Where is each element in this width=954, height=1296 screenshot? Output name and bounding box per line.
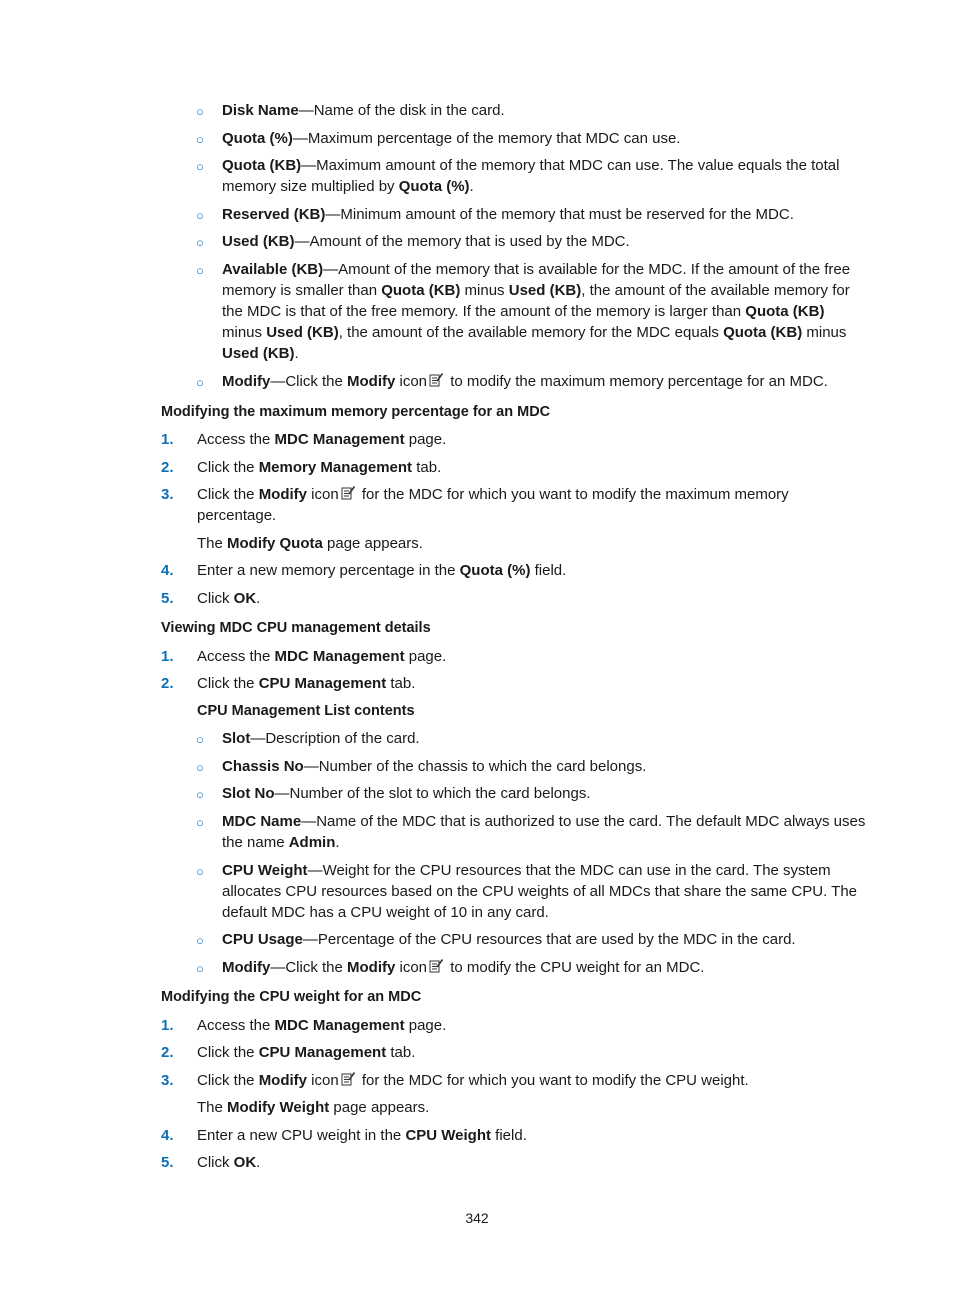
- step-number: 5.: [161, 1154, 174, 1171]
- list-item: Modify—Click the Modify icon to modify the CPU weight for an MDC.: [222, 959, 705, 976]
- step-text: Click OK.: [197, 1154, 261, 1171]
- step-number: 3.: [161, 486, 174, 503]
- step-text: Enter a new CPU weight in the CPU Weight field.: [197, 1127, 527, 1144]
- list-bullet: ○: [196, 787, 204, 802]
- section-heading: Viewing MDC CPU management details: [161, 620, 431, 636]
- step-text: Click the Memory Management tab.: [197, 459, 442, 476]
- modify-icon[interactable]: [429, 372, 444, 388]
- list-item: Chassis No—Number of the chassis to which the card belongs.: [222, 758, 647, 775]
- list-item: CPU Usage—Percentage of the CPU resources that are used by the MDC in the card.: [222, 931, 796, 948]
- step-text: Access the MDC Management page.: [197, 648, 447, 665]
- list-item: Reserved (KB)—Minimum amount of the memory that must be reserved for the MDC.: [222, 206, 794, 223]
- list-item: Disk Name—Name of the disk in the card.: [222, 102, 505, 119]
- step-number: 2.: [161, 459, 174, 476]
- list-item: Quota (KB)—Maximum amount of the memory that MDC can use. The value equals the total memory size multiplied by Quota (%).: [222, 157, 840, 195]
- step-number: 4.: [161, 1127, 174, 1144]
- step-number: 2.: [161, 675, 174, 692]
- step-text: Access the MDC Management page.: [197, 431, 447, 448]
- modify-icon[interactable]: [341, 485, 356, 501]
- list-item: Used (KB)—Amount of the memory that is used by the MDC.: [222, 233, 630, 250]
- list-bullet: ○: [196, 815, 204, 830]
- list-item: Slot No—Number of the slot to which the card belongs.: [222, 785, 591, 802]
- list-title: CPU Management List contents: [197, 703, 415, 719]
- list-bullet: ○: [196, 159, 204, 174]
- list-bullet: ○: [196, 104, 204, 119]
- step-text: Enter a new memory percentage in the Quota (%) field.: [197, 562, 567, 579]
- list-item: CPU Weight—Weight for the CPU resources that the MDC can use in the card. The system allocates CPU resources based on the CPU weights of all MDCs that share the same CPU. The default MDC has a CPU weight of 10 in any card.: [222, 862, 858, 921]
- step-note: The Modify Quota page appears.: [197, 535, 423, 552]
- list-bullet: ○: [196, 208, 204, 223]
- modify-icon[interactable]: [341, 1071, 356, 1087]
- section-heading: Modifying the maximum memory percentage for an MDC: [161, 404, 551, 420]
- step-number: 1.: [161, 1017, 174, 1034]
- list-bullet: ○: [196, 961, 204, 976]
- list-bullet: ○: [196, 132, 204, 147]
- list-bullet: ○: [196, 375, 204, 390]
- list-item: Modify—Click the Modify icon to modify the maximum memory percentage for an MDC.: [222, 373, 828, 390]
- section-heading: Modifying the CPU weight for an MDC: [161, 989, 422, 1005]
- step-number: 1.: [161, 431, 174, 448]
- list-bullet: ○: [196, 235, 204, 250]
- list-item: Quota (%)—Maximum percentage of the memory that MDC can use.: [222, 130, 681, 147]
- step-number: 2.: [161, 1044, 174, 1061]
- step-number: 1.: [161, 648, 174, 665]
- step-text: Access the MDC Management page.: [197, 1017, 447, 1034]
- step-text: Click the CPU Management tab.: [197, 675, 416, 692]
- step-text: Click the Modify icon for the MDC for which you want to modify the CPU weight.: [197, 1072, 749, 1089]
- modify-icon[interactable]: [429, 958, 444, 974]
- step-number: 5.: [161, 590, 174, 607]
- list-bullet: ○: [196, 864, 204, 879]
- page-number: 342: [465, 1210, 489, 1226]
- step-text: Click the Modify icon for the MDC for which you want to modify the maximum memory percentage.: [197, 486, 789, 524]
- list-item: Slot—Description of the card.: [222, 730, 420, 747]
- list-bullet: ○: [196, 760, 204, 775]
- list-bullet: ○: [196, 933, 204, 948]
- list-bullet: ○: [196, 732, 204, 747]
- list-bullet: ○: [196, 263, 204, 278]
- step-number: 4.: [161, 562, 174, 579]
- step-note: The Modify Weight page appears.: [197, 1099, 430, 1116]
- step-text: Click OK.: [197, 590, 261, 607]
- step-number: 3.: [161, 1072, 174, 1089]
- list-item: MDC Name—Name of the MDC that is authorized to use the card. The default MDC always uses the name Admin.: [222, 813, 866, 851]
- list-item: Available (KB)—Amount of the memory that is available for the MDC. If the amount of the free memory is smaller than Quota (KB) minus Used (KB), the amount of the available memory for the MDC is that of the free memory. If the amount of the memory is larger than Quota (KB) minus Used (KB), the amount of the available memory for the MDC equals Quota (KB) minus Used (KB).: [222, 261, 851, 362]
- step-text: Click the CPU Management tab.: [197, 1044, 416, 1061]
